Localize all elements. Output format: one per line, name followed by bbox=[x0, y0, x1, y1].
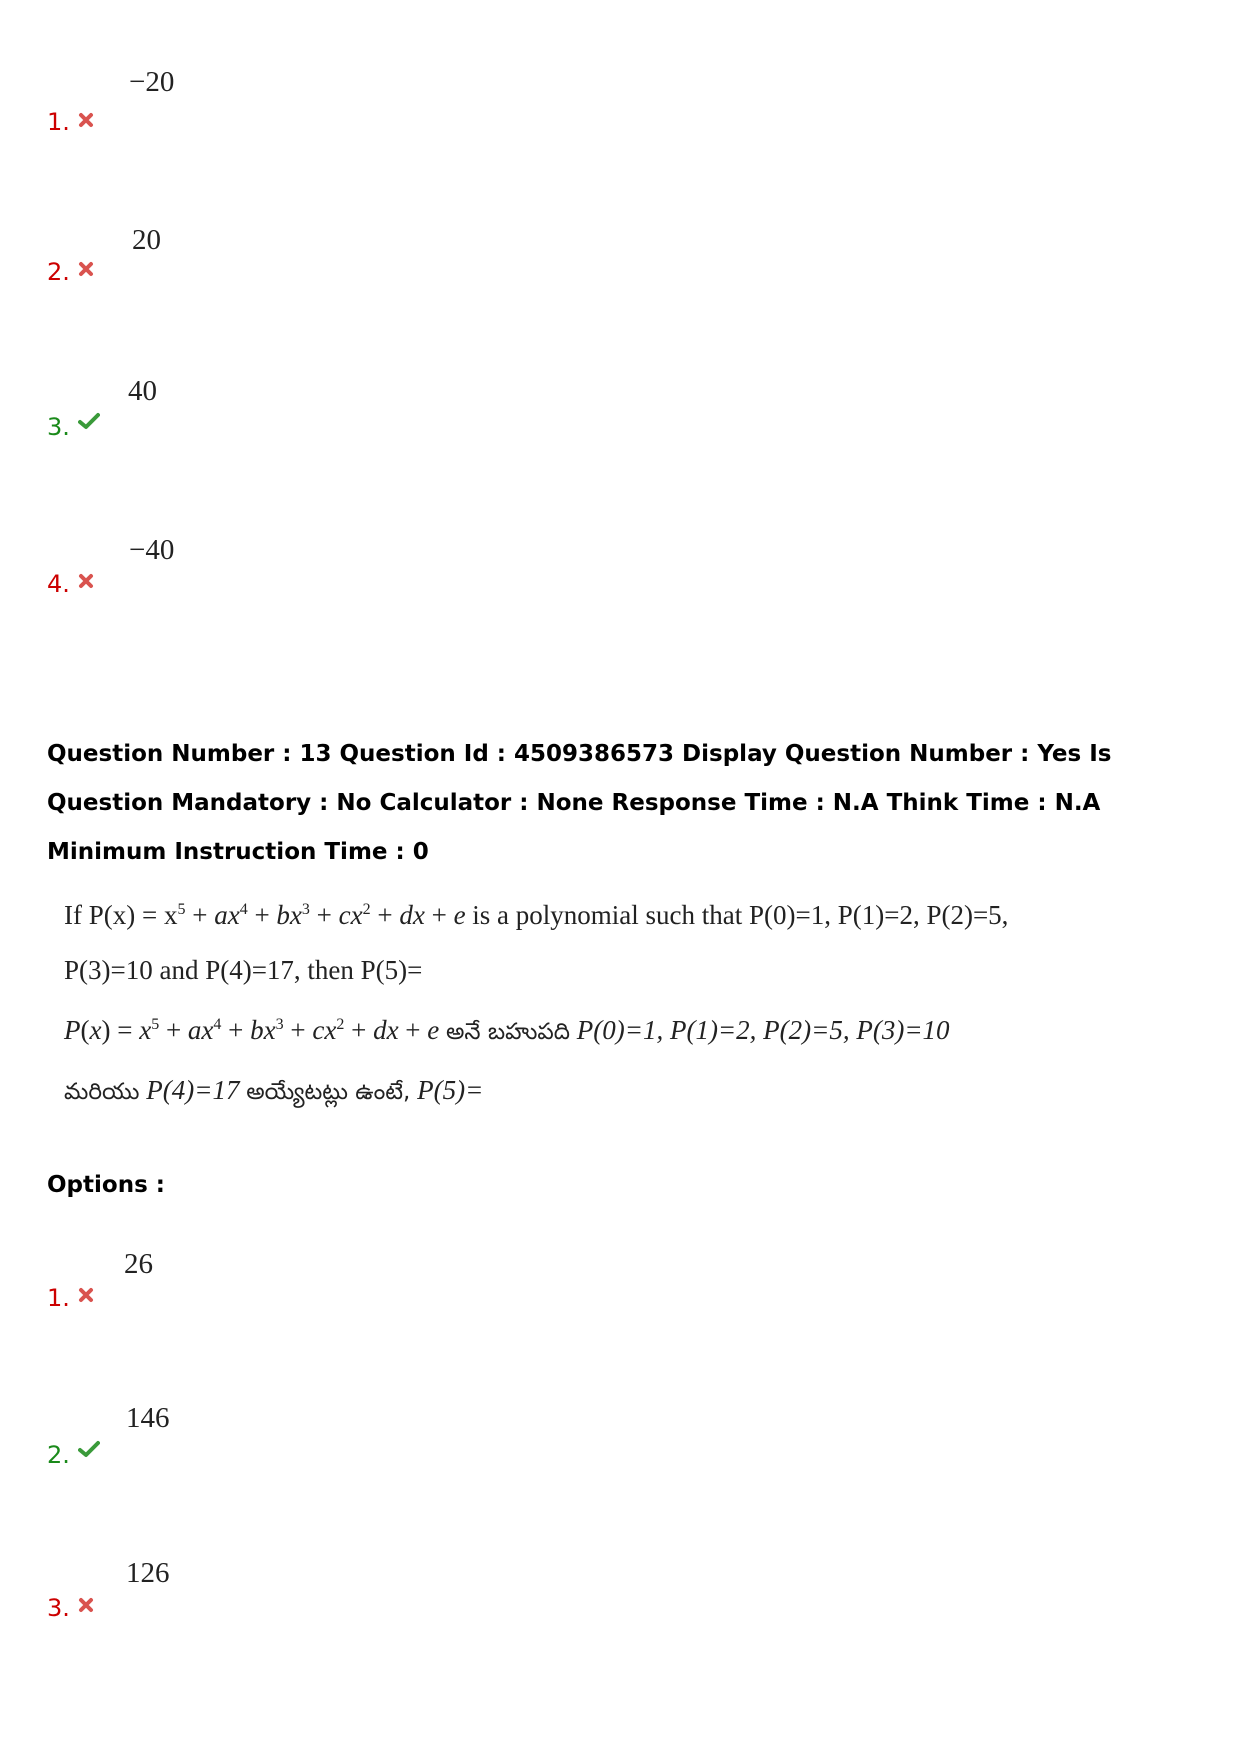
telugu-line2-a: మరియు bbox=[64, 1079, 140, 1105]
cross-icon bbox=[78, 573, 94, 589]
question-telugu-line-2 bbox=[64, 1075, 483, 1111]
telugu-line2-c: అయ్యేటట్లు ఉంటే, bbox=[246, 1079, 411, 1105]
english-line2: P(3)=10 and P(4)=17, then P(5)= bbox=[64, 955, 423, 985]
question-telugu-line-1: $P(x) = x^5 + ax^4 + bx^3 + cx^2$ + dx + e అనే బహుపది P(0)=1, P(1)=2, P(2)=5, P(3)=10 bbox=[64, 1015, 950, 1045]
option-value: 146 bbox=[126, 1402, 170, 1434]
english-line1-rest: is a polynomial such that P(0)=1, P(1)=2, P(2)=5, bbox=[472, 900, 1009, 930]
question-english-line-2 bbox=[64, 955, 422, 986]
question-header: Question Number : 13 Question Id : 4509386573 Display Question Number : Yes Is Question Mandatory : No Calculator : None Response Time : N.A Think Time : N.A Minimum Instruction Time : 0 bbox=[47, 741, 1112, 865]
option-value: 26 bbox=[124, 1248, 153, 1280]
option-number: 1. bbox=[47, 1284, 70, 1312]
prev-option-3 bbox=[0, 368, 1240, 468]
option-number: 2. bbox=[47, 1441, 70, 1469]
option-2 bbox=[0, 1396, 1240, 1496]
prev-option-1 bbox=[0, 60, 1240, 160]
option-number: 3. bbox=[47, 413, 70, 441]
prev-option-4 bbox=[0, 528, 1240, 628]
telugu-line2-b: P(4)=17 bbox=[146, 1075, 240, 1105]
option-value: −20 bbox=[129, 66, 175, 98]
option-value: 20 bbox=[132, 224, 161, 256]
option-1 bbox=[0, 1242, 1240, 1342]
cross-icon bbox=[78, 112, 94, 128]
option-value: −40 bbox=[129, 534, 175, 566]
option-value: 40 bbox=[128, 375, 157, 407]
question-english-line-1: If $P(x) = x^5 + ax^4 + bx^3 + cx^2$ + dx + e is a polynomial such that P(0)=1, P(1)=2, P(2)=5, bbox=[64, 900, 1009, 930]
option-number: 4. bbox=[47, 570, 70, 598]
prev-option-2 bbox=[0, 218, 1240, 318]
checkmark-icon bbox=[78, 1440, 100, 1458]
cross-icon bbox=[78, 1287, 94, 1303]
english-line1-prefix: If P(x) = x bbox=[64, 900, 178, 930]
option-number: 1. bbox=[47, 108, 70, 136]
option-value: 126 bbox=[126, 1557, 170, 1589]
telugu-line1-mid: అనే బహుపది bbox=[446, 1019, 571, 1045]
option-number: 2. bbox=[47, 258, 70, 286]
option-3 bbox=[0, 1551, 1240, 1651]
telugu-line1-values: P(0)=1, P(1)=2, P(2)=5, P(3)=10 bbox=[576, 1015, 950, 1045]
options-label: Options : bbox=[47, 1172, 165, 1198]
option-number: 3. bbox=[47, 1594, 70, 1622]
cross-icon bbox=[78, 261, 94, 277]
telugu-line2-d: P(5)= bbox=[417, 1075, 484, 1105]
cross-icon bbox=[78, 1597, 94, 1613]
checkmark-icon bbox=[78, 412, 100, 430]
